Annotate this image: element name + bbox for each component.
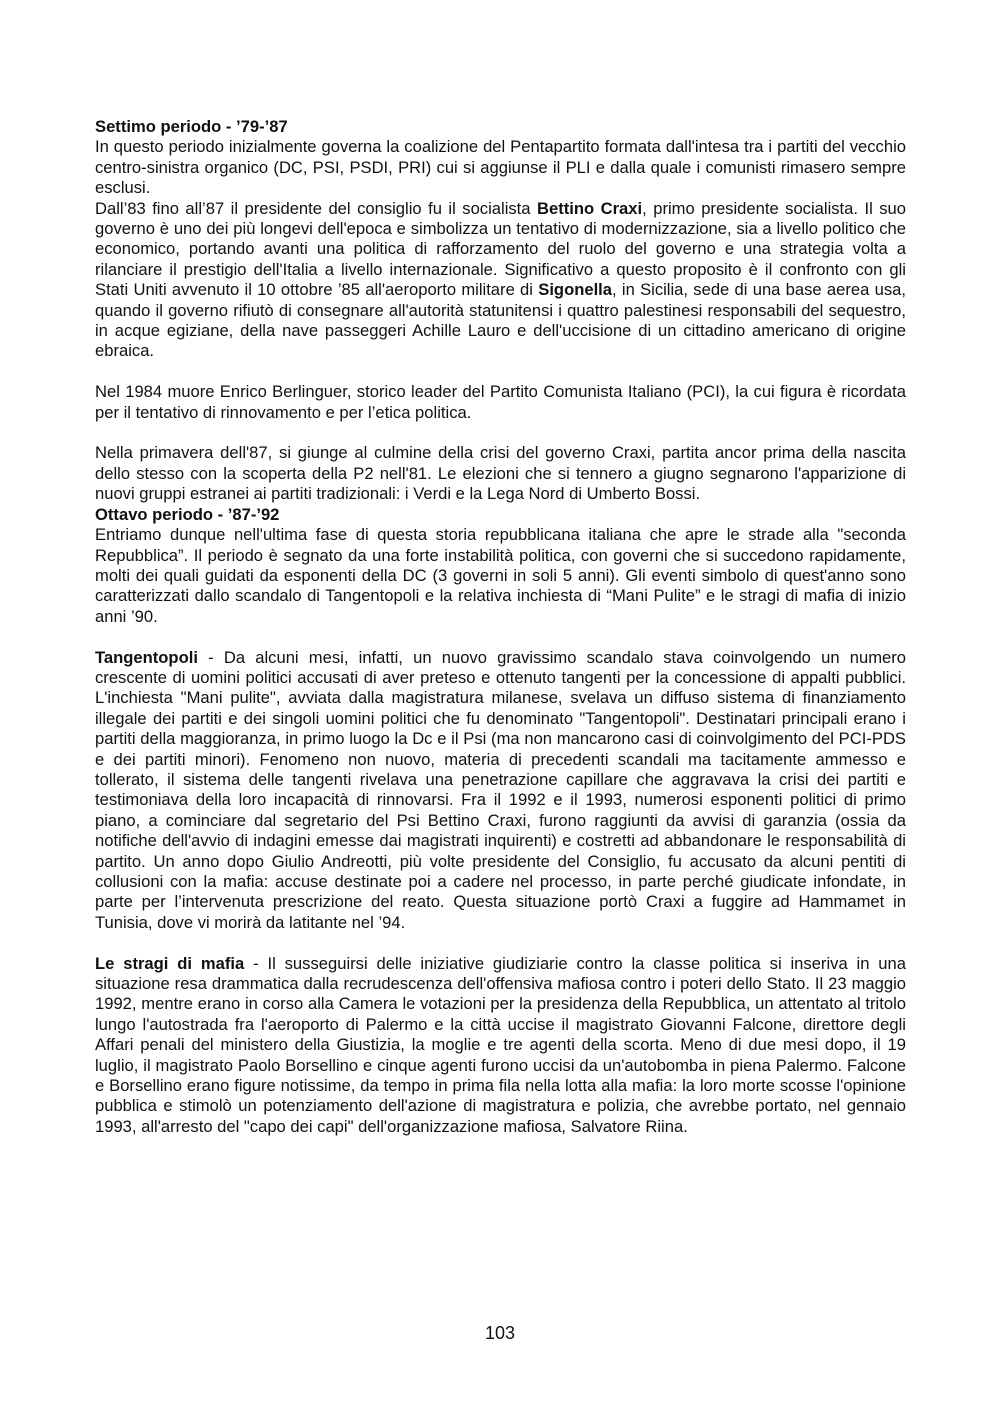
craxi-text-a: Dall’83 fino all’87 il presidente del consiglio fu il socialista [95, 198, 537, 218]
tangentopoli-text: - Da alcuni mesi, infatti, un nuovo gravissimo scandalo stava coinvolgendo un numero crescente di uomini politici accusati di aver preteso e ottenuto tangenti per la concessione di appalti pubblici. L'inchiesta "Mani pulite", avviata dalla magistratura milanese, svelava un diffuso sistema di finanziamento illegale dei partiti e dei singoli uomini politici che fu denominato "Tangentopoli". Destinatari principali erano i partiti della maggioranza, in primo luogo la Dc e il Psi (ma non mancarono casi di coinvolgimento del PCI-PDS e dei partiti minori). Fenomeno non nuovo, materia di precedenti scandali ma tacitamente ammesso e tollerato, il sistema delle tangenti rivelava una penetrazione capillare che aggravava la crisi dei partiti e testimoniava della loro incapacità di rinnovarsi. Fra il 1992 e il 1993, numerosi esponenti politici di primo piano, a cominciare dal segretario del Psi Bettino Craxi, furono raggiunti da avvisi di garanzia (ossia da notifiche dell'avvio di indagini emesse dai magistrati inquirenti) e costretti ad abbandonare le responsabilità di partito. Un anno dopo Giulio Andreotti, più volte presidente del Consiglio, fu accusato da alcuni pentiti di collusioni con la mafia: accuse destinate poi a cadere nel processo, in parte perché giudicate infondate, in parte per l’intervenuta prescrizione del reato. Questa situazione portò Craxi a fuggire ad Hammamet in Tunisia, dove vi morirà da latitante nel ’94. [95, 647, 906, 932]
paragraph-stragi-mafia [95, 954, 906, 1138]
stragi-text: - Il susseguirsi delle iniziative giudiziarie contro la classe politica si inseriva in una situazione resa drammatica dalla recrudescenza dell'offensiva mafiosa contro i poteri dello Stato. Il 23 maggio 1992, mentre erano in corso alla Camera le votazioni per la presidenza della Repubblica, un attentato al tritolo lungo l'autostrada fra l'aeroporto di Palermo e la città uccise il magistrato Giovanni Falcone, direttore degli Affari penali del ministero della Giustizia, la moglie e tre agenti della scorta. Meno di due mesi dopo, il 19 luglio, il magistrato Paolo Borsellino e cinque agenti furono uccisi da un'autobomba in piena Palermo. Falcone e Borsellino erano figure notissime, da tempo in prima fila nella lotta alla mafia: la loro morte scosse l'opinione pubblica e stimolò un potenziamento dell'azione di magistratura e polizia, che avrebbe portato, nel gennaio 1993, all'arresto del "capo dei capi" dell'organizzazione mafiosa, Salvatore Riina. [95, 953, 906, 1136]
stragi-term: Le stragi di mafia [95, 953, 245, 973]
page-number: 103 [484, 1323, 516, 1343]
page-body [95, 117, 906, 1137]
paragraph-berlinguer: Nel 1984 muore Enrico Berlinguer, storico leader del Partito Comunista Italiano (PCI), la cui figura è ricordata per il tentativo di rinnovamento e per l’etica politica. [95, 382, 906, 422]
paragraph-pentapartito: In questo periodo inizialmente governa la coalizione del Pentapartito formata dall'intesa tra i partiti del vecchio centro-sinistra organico (DC, PSI, PSDI, PRI) cui si aggiunse il PLI e dalla quale i comunisti rimasero sempre esclusi. [95, 137, 906, 198]
paragraph-craxi [95, 199, 906, 362]
section-heading-settimo-periodo: Settimo periodo - ’79-’87 [95, 117, 288, 136]
craxi-text-c: , primo presidente socialista. Il suo governo è uno dei più longevi dell'epoca e simbolizza un tentativo di modernizzazione, sia a livello politico che economico, portando avanti una politica di rafforzamento del ruolo del governo e una strategia volta a rilanciare il prestigio dell'Italia a livello internazionale. Significativo a questo proposito è il confronto con gli Stati Uniti avvenuto il 10 ottobre ’85 all'aeroporto militare di [95, 198, 907, 300]
paragraph-tangentopoli [95, 648, 906, 934]
section-heading-ottavo-periodo: Ottavo periodo - ’87-’92 [95, 504, 280, 524]
paragraph-crisi-craxi: Nella primavera dell'87, si giunge al culmine della crisi del governo Craxi, partita ancor prima della nascita dello stesso con la scoperta della P2 nell'81. Le elezioni che si tennero a giugno segnarono l'apparizione di nuovi gruppi estranei ai partiti tradizionali: i Verdi e la Lega Nord di Umberto Bossi. [95, 443, 906, 504]
tangentopoli-term: Tangentopoli [95, 647, 198, 667]
craxi-text-e: , in Sicilia, sede di una base aerea usa, quando il governo rifiutò di consegnare all'autorità statunitensi i quattro palestinesi responsabili del sequestro, in acque egiziane, della nave passeggeri Achille Lauro e dell'uccisione di un cittadino americano di origine ebraica. [95, 280, 906, 361]
paragraph-ultima-fase: Entriamo dunque nell'ultima fase di questa storia repubblicana italiana che apre le strade alla "seconda Repubblica”. Il periodo è segnato da una forte instabilità politica, con governi che si succedono rapidamente, molti dei quali guidati da esponenti della DC (3 governi in soli 5 anni). Gli eventi simbolo di quest'anno sono caratterizzati dallo scandalo di Tangentopoli e la relativa inchiesta di “Mani Pulite” e le stragi di mafia di inizio anni ’90. [95, 525, 906, 626]
sigonella-bold: Sigonella [538, 280, 613, 300]
bettino-craxi-bold: Bettino Craxi [537, 198, 643, 218]
